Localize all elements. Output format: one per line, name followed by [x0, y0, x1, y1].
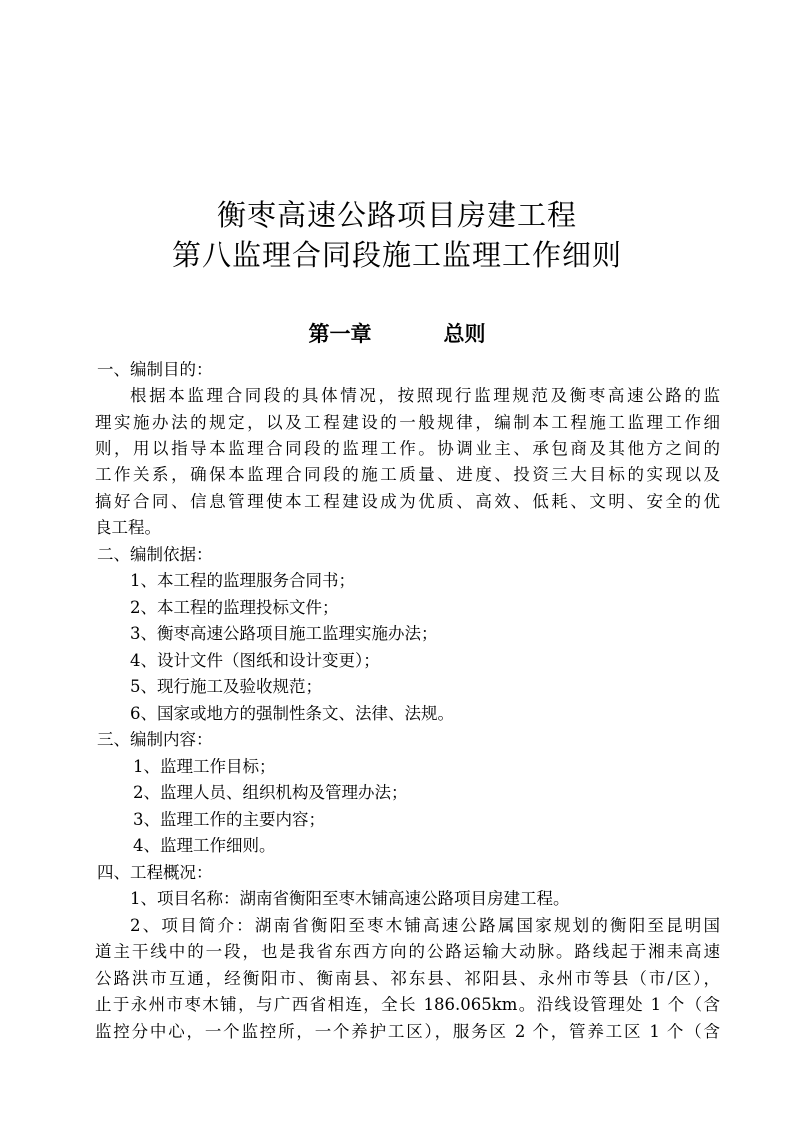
paragraph-line: 搞好合同、信息管理使本工程建设成为优质、高效、低耗、文明、安全的优: [95, 492, 720, 511]
chapter-name: 总则: [443, 321, 486, 346]
section-heading: 二、编制依据：: [97, 545, 213, 564]
list-item: 3、监理工作的主要内容；: [133, 810, 325, 829]
paragraph-line: 止于永州市枣木铺，与广西省相连，全长 186.065km。沿线设管理处 1 个（含: [95, 995, 720, 1014]
section-heading: 三、编制内容：: [97, 730, 213, 749]
list-item: 4、监理工作细则。: [133, 836, 276, 855]
list-item: 1、监理工作目标；: [133, 757, 276, 776]
document-title-line-1: 衡枣高速公路项目房建工程: [216, 198, 577, 232]
paragraph-line: 2、项目简介：湖南省衡阳至枣木铺高速公路属国家规划的衡阳至昆明国: [130, 916, 720, 935]
paragraph-line: 监控分中心，一个监控所，一个养护工区），服务区 2 个，管养工区 1 个（含: [95, 1022, 720, 1041]
paragraph-line: 则，用以指导本监理合同段的监理工作。协调业主、承包商及其他方之间的: [95, 439, 720, 458]
document-title-line-2: 第八监理合同段施工监理工作细则: [171, 238, 622, 272]
paragraph-line: 公路洪市互通，经衡阳市、衡南县、祁东县、祁阳县、永州市等县（市/区），: [95, 969, 720, 988]
section-heading: 四、工程概况：: [97, 863, 213, 882]
paragraph-line: 理实施办法的规定，以及工程建设的一般规律，编制本工程施工监理工作细: [95, 413, 720, 432]
paragraph-line: 道主干线中的一段，也是我省东西方向的公路运输大动脉。路线起于湘耒高速: [95, 942, 720, 961]
list-item: 2、监理人员、组织机构及管理办法；: [133, 783, 408, 802]
list-item: 4、设计文件（图纸和设计变更）；: [130, 651, 380, 670]
paragraph-line: 根据本监理合同段的具体情况，按照现行监理规范及衡枣高速公路的监: [130, 386, 720, 405]
paragraph-line: 良工程。: [95, 518, 161, 537]
list-item: 1、项目名称：湖南省衡阳至枣木铺高速公路项目房建工程。: [130, 889, 570, 908]
list-item: 3、衡枣高速公路项目施工监理实施办法；: [130, 624, 438, 643]
list-item: 2、本工程的监理投标文件；: [130, 598, 339, 617]
chapter-heading: [0, 318, 794, 348]
list-item: 1、本工程的监理服务合同书；: [130, 571, 355, 590]
list-item: 5、现行施工及验收规范；: [130, 677, 322, 696]
section-heading: 一、编制目的：: [97, 360, 213, 379]
list-item: 6、国家或地方的强制性条文、法律、法规。: [130, 704, 454, 723]
chapter-number: 第一章: [308, 321, 372, 346]
paragraph-line: 工作关系，确保本监理合同段的施工质量、进度、投资三大目标的实现以及: [95, 465, 720, 484]
